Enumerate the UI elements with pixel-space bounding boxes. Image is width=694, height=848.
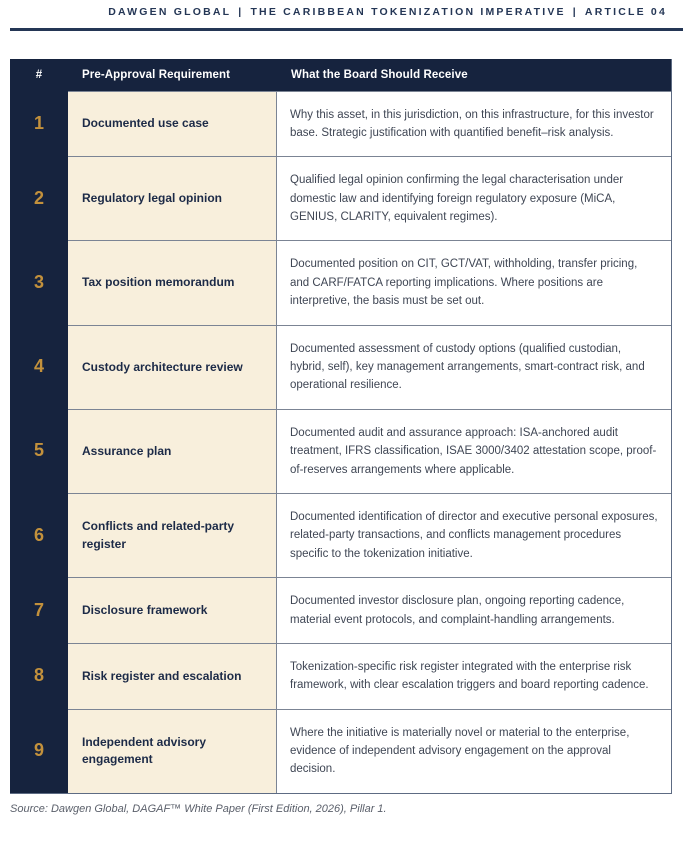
- description-cell: [277, 91, 671, 157]
- masthead-separator: |: [572, 6, 578, 18]
- description-text: Documented identification of director and executive personal exposures, related-party transactions, and conflicts management procedures specific to the tokenization initiative.: [290, 510, 658, 560]
- row-number: 8: [10, 643, 68, 709]
- requirement-cell: [68, 577, 277, 643]
- description-text: Documented investor disclosure plan, ongoing reporting cadence, material event protocols, and complaint-handling arrangements.: [290, 595, 625, 626]
- table-row: [10, 91, 671, 157]
- row-number: 1: [10, 91, 68, 157]
- description-cell: [277, 577, 671, 643]
- table-row: [10, 493, 671, 577]
- requirement-cell: [68, 240, 277, 324]
- row-number: 6: [10, 493, 68, 577]
- requirement-label: Conflicts and related-party register: [82, 519, 235, 551]
- table-row: [10, 156, 671, 240]
- description-cell: [277, 409, 671, 493]
- table-header-row: [10, 59, 671, 91]
- requirement-label: Independent advisory engagement: [82, 734, 207, 767]
- description-cell: [277, 643, 671, 709]
- description-text: Documented audit and assurance approach: ISA-anchored audit treatment, IFRS classification, ISAE 3000/3402 attestation scope, proof-of-reserves arrangements where applicable.: [290, 426, 657, 476]
- masthead-separator: |: [238, 6, 244, 18]
- table-row: [10, 709, 671, 793]
- table-row: [10, 643, 671, 709]
- requirement-cell: [68, 493, 277, 577]
- row-number: 2: [10, 156, 68, 240]
- requirement-cell: [68, 709, 277, 793]
- description-text: Tokenization-specific risk register integrated with the enterprise risk framework, with clear escalation triggers and board reporting cadence.: [290, 660, 649, 692]
- requirement-cell: [68, 409, 277, 493]
- masthead-article-number: ARTICLE 04: [584, 6, 667, 18]
- masthead-article-title: THE CARIBBEAN TOKENIZATION IMPERATIVE: [250, 6, 566, 18]
- row-number: 4: [10, 325, 68, 409]
- requirement-cell: [68, 325, 277, 409]
- column-header-requirement: Pre-Approval Requirement: [82, 68, 231, 81]
- column-header-board-receive: What the Board Should Receive: [291, 68, 468, 81]
- requirement-cell: [68, 156, 277, 240]
- pre-approval-requirements-table: [10, 59, 672, 794]
- source-note: Source: Dawgen Global, DAGAF™ White Paper (First Edition, 2026), Pillar 1.: [10, 802, 387, 815]
- description-text: Documented assessment of custody options (qualified custodian, hybrid, self), key management arrangements, smart-contract risk, and operational resilience.: [290, 342, 645, 392]
- requirement-label: Custody architecture review: [82, 359, 243, 374]
- description-text: Documented position on CIT, GCT/VAT, withholding, transfer pricing, and CARF/FATCA reporting implications. Where positions are interpretive, the basis must be set out.: [290, 258, 638, 308]
- description-cell: [277, 156, 671, 240]
- description-text: Where the initiative is materially novel or material to the enterprise, evidence of independent advisory engagement on the approval decision.: [290, 726, 630, 776]
- masthead-rule: [10, 28, 683, 31]
- row-number: 5: [10, 409, 68, 493]
- requirement-cell: [68, 91, 277, 157]
- column-header-number: #: [35, 68, 43, 81]
- description-cell: [277, 325, 671, 409]
- table-row: [10, 577, 671, 643]
- requirement-label: Tax position memorandum: [82, 275, 235, 290]
- row-number: 7: [10, 577, 68, 643]
- requirement-label: Assurance plan: [82, 443, 172, 458]
- masthead-brand: DAWGEN GLOBAL: [108, 6, 232, 18]
- description-text: Why this asset, in this jurisdiction, on this infrastructure, for this investor base. Strategic justification with quantified benefit–risk analysis.: [290, 108, 654, 139]
- description-cell: [277, 709, 671, 793]
- description-cell: [277, 493, 671, 577]
- description-text: Qualified legal opinion confirming the legal characterisation under domestic law and identifying foreign regulatory exposure (MiCA, GENIUS, CLARITY, equivalent regimes).: [290, 174, 624, 224]
- masthead: [10, 6, 683, 18]
- requirement-cell: [68, 643, 277, 709]
- table-row: [10, 240, 671, 324]
- description-cell: [277, 240, 671, 324]
- requirement-label: Disclosure framework: [82, 602, 208, 617]
- row-number: 9: [10, 709, 68, 793]
- row-number: 3: [10, 240, 68, 324]
- requirement-label: Risk register and escalation: [82, 668, 242, 683]
- requirement-label: Regulatory legal opinion: [82, 191, 223, 206]
- requirement-label: Documented use case: [82, 116, 209, 131]
- table-row: [10, 409, 671, 493]
- table-row: [10, 325, 671, 409]
